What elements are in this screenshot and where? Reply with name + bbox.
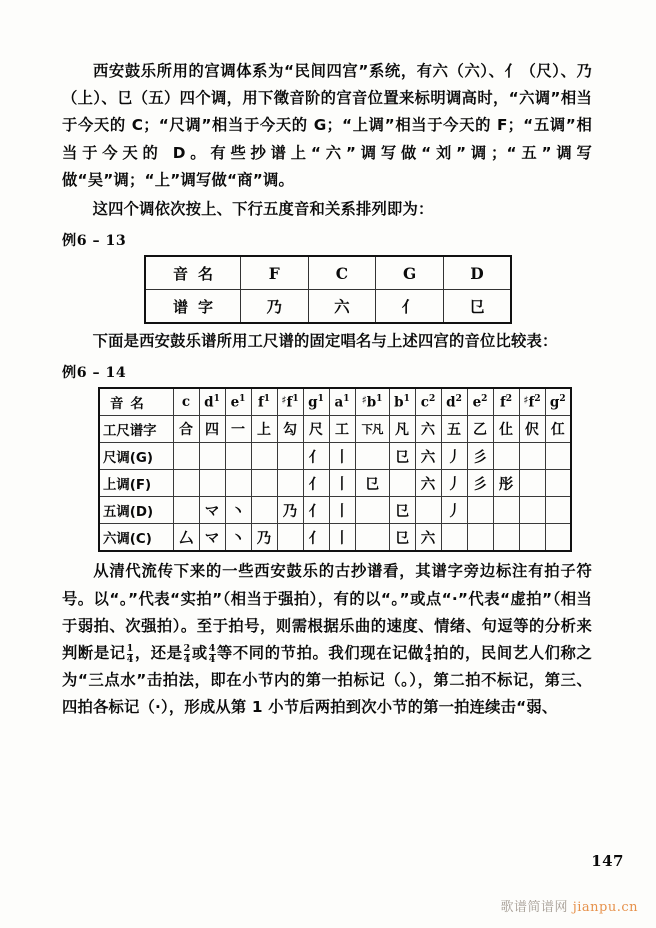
cell-mode-3-0: 厶 bbox=[173, 524, 199, 552]
table-row bbox=[99, 497, 571, 524]
cell-gongche-11: 乙 bbox=[467, 416, 493, 443]
paragraph-2-text: 这四个调依次按上、下行五度音和关系排列即为： bbox=[92, 200, 434, 219]
cell-note-name-3: D bbox=[443, 256, 511, 290]
page-content bbox=[62, 58, 592, 724]
cell-mode-0-13 bbox=[519, 443, 545, 470]
cell-mode-0-9: 六 bbox=[415, 443, 441, 470]
paragraph-1-text: 西安鼓乐所用的宫调体系为“民间四宫”系统，有六（六）、亻（尺）、乃（上）、㔾（五）四个调，用下徵音阶的宫音位置来标明调高时，“六调”相当于今天的 C；“尺调”相当于今天的 G；“上调”相当于今天的 F；“五调”相当于今天的 D。有些抄谱上“六”调写做“刘”调；“五”调写做“吴”调；“上”调写做“商”调。 bbox=[62, 62, 592, 189]
cell-mode-0-7 bbox=[355, 443, 389, 470]
cell-mode-2-7 bbox=[355, 497, 389, 524]
frac-denominator: 4 bbox=[424, 653, 432, 665]
cell-mode-1-11: 彡 bbox=[467, 470, 493, 497]
table-row bbox=[145, 256, 511, 290]
cell-mode-3-12 bbox=[493, 524, 519, 552]
cell-mode-0-14 bbox=[545, 443, 571, 470]
cell-mode-3-13 bbox=[519, 524, 545, 552]
cell-mode-1-4 bbox=[277, 470, 303, 497]
paragraph-1 bbox=[62, 58, 592, 194]
cell-mode-0-11: 彡 bbox=[467, 443, 493, 470]
table-6-14 bbox=[98, 387, 572, 552]
cell-mode-1-7: 㔾 bbox=[355, 470, 389, 497]
row-header-mode-2: 五调(D) bbox=[99, 497, 173, 524]
cell-mode-2-2: 丶 bbox=[225, 497, 251, 524]
cell-mode-1-3 bbox=[251, 470, 277, 497]
cell-score-char-1: 六 bbox=[308, 290, 376, 324]
cell-note-name-11: $e^2$ bbox=[467, 388, 493, 416]
cell-mode-3-14 bbox=[545, 524, 571, 552]
cell-note-name-4: $^♯f^1$ bbox=[277, 388, 303, 416]
table-row bbox=[99, 388, 571, 416]
row-header-mode-0: 尺调(G) bbox=[99, 443, 173, 470]
table-row bbox=[145, 290, 511, 324]
cell-mode-2-8: 㔾 bbox=[389, 497, 415, 524]
example-label-prefix: 例 bbox=[62, 365, 77, 382]
cell-mode-0-10: 丿 bbox=[441, 443, 467, 470]
paragraph-4-text-c: 或 bbox=[191, 644, 208, 663]
table-6-13-wrapper bbox=[144, 255, 592, 324]
cell-gongche-9: 六 bbox=[415, 416, 441, 443]
cell-mode-1-10: 丿 bbox=[441, 470, 467, 497]
cell-note-name-10: $d^2$ bbox=[441, 388, 467, 416]
table-row bbox=[99, 443, 571, 470]
cell-mode-3-8: 㔾 bbox=[389, 524, 415, 552]
frac-numerator: 2 bbox=[183, 643, 191, 654]
paragraph-4-text-a: 从清代流传下来的一些西安鼓乐的古抄谱看，其谱字旁边标注有拍子符号。以“。”代表“实拍”（相当于强拍），有的以“。”或点“·”代表“虚拍”（相当于弱拍、次强拍）。至于拍号，则需根据乐曲的速度、情绪、句逗等的分析来判断是记 bbox=[62, 562, 592, 663]
row-header-mode-3: 六调(C) bbox=[99, 524, 173, 552]
row-header-score-char: 谱字 bbox=[145, 290, 241, 324]
table-6-14-body bbox=[99, 388, 571, 551]
time-signature-4 bbox=[425, 644, 432, 664]
watermark bbox=[501, 896, 638, 915]
cell-mode-0-8: 㔾 bbox=[389, 443, 415, 470]
cell-note-name-1: C bbox=[308, 256, 376, 290]
table-6-14-wrapper bbox=[98, 387, 592, 552]
cell-mode-3-7 bbox=[355, 524, 389, 552]
time-signature-2 bbox=[184, 644, 191, 664]
cell-mode-2-11 bbox=[467, 497, 493, 524]
cell-mode-2-5: 亻 bbox=[303, 497, 329, 524]
cell-gongche-1: 四 bbox=[199, 416, 225, 443]
cell-mode-2-13 bbox=[519, 497, 545, 524]
cell-gongche-0: 合 bbox=[173, 416, 199, 443]
cell-note-name-12: $f^2$ bbox=[493, 388, 519, 416]
table-row bbox=[99, 524, 571, 552]
cell-mode-2-4: 乃 bbox=[277, 497, 303, 524]
cell-gongche-8: 凡 bbox=[389, 416, 415, 443]
cell-note-name-2: $e^1$ bbox=[225, 388, 251, 416]
frac-denominator: 4 bbox=[183, 653, 191, 665]
cell-mode-0-0 bbox=[173, 443, 199, 470]
row-header-mode-1: 上调(F) bbox=[99, 470, 173, 497]
frac-denominator: 4 bbox=[208, 653, 216, 665]
cell-mode-0-12 bbox=[493, 443, 519, 470]
page-number: 147 bbox=[591, 852, 624, 870]
row-header-gongche: 工尺谱字 bbox=[99, 416, 173, 443]
example-label-number: 6 – 13 bbox=[76, 233, 127, 250]
cell-gongche-4: 勾 bbox=[277, 416, 303, 443]
cell-mode-1-12: 彤 bbox=[493, 470, 519, 497]
watermark-url: jianpu.cn bbox=[572, 900, 638, 915]
cell-mode-0-1 bbox=[199, 443, 225, 470]
frac-numerator: 4 bbox=[208, 643, 216, 654]
frac-numerator: 1 bbox=[126, 643, 134, 654]
cell-mode-0-4 bbox=[277, 443, 303, 470]
cell-note-name-14: $g^2$ bbox=[545, 388, 571, 416]
cell-mode-3-3: 乃 bbox=[251, 524, 277, 552]
cell-gongche-12: 仩 bbox=[493, 416, 519, 443]
cell-mode-1-8 bbox=[389, 470, 415, 497]
row-header-note-name: 音名 bbox=[99, 388, 173, 416]
cell-note-name-6: $a^1$ bbox=[329, 388, 355, 416]
frac-numerator: 4 bbox=[424, 643, 432, 654]
cell-gongche-2: 一 bbox=[225, 416, 251, 443]
cell-gongche-5: 尺 bbox=[303, 416, 329, 443]
example-label-6-14 bbox=[62, 362, 592, 382]
cell-score-char-0: 乃 bbox=[241, 290, 309, 324]
cell-mode-0-3 bbox=[251, 443, 277, 470]
cell-mode-2-10: 丿 bbox=[441, 497, 467, 524]
cell-mode-3-2: 丶 bbox=[225, 524, 251, 552]
cell-note-name-9: $c^2$ bbox=[415, 388, 441, 416]
table-row bbox=[99, 416, 571, 443]
cell-mode-1-9: 六 bbox=[415, 470, 441, 497]
cell-mode-1-6: 丨 bbox=[329, 470, 355, 497]
time-signature-1 bbox=[127, 644, 134, 664]
cell-gongche-3: 上 bbox=[251, 416, 277, 443]
cell-mode-2-0 bbox=[173, 497, 199, 524]
cell-mode-0-2 bbox=[225, 443, 251, 470]
cell-mode-2-14 bbox=[545, 497, 571, 524]
watermark-site-name: 歌谱简谱网 bbox=[500, 900, 569, 915]
cell-mode-2-1: マ bbox=[199, 497, 225, 524]
cell-mode-1-5: 亻 bbox=[303, 470, 329, 497]
cell-note-name-2: G bbox=[376, 256, 444, 290]
cell-gongche-7: 下凡 bbox=[355, 416, 389, 443]
cell-gongche-13: 伬 bbox=[519, 416, 545, 443]
paragraph-3 bbox=[62, 328, 592, 355]
example-label-number: 6 – 14 bbox=[76, 365, 127, 382]
cell-score-char-2: 亻 bbox=[376, 290, 444, 324]
cell-score-char-3: 㔾 bbox=[443, 290, 511, 324]
cell-note-name-5: $g^1$ bbox=[303, 388, 329, 416]
cell-mode-1-2 bbox=[225, 470, 251, 497]
cell-note-name-1: $d^1$ bbox=[199, 388, 225, 416]
cell-note-name-0: c bbox=[173, 388, 199, 416]
cell-mode-2-3 bbox=[251, 497, 277, 524]
row-header-note-name: 音名 bbox=[145, 256, 241, 290]
cell-note-name-8: $b^1$ bbox=[389, 388, 415, 416]
cell-mode-3-5: 亻 bbox=[303, 524, 329, 552]
cell-mode-1-13 bbox=[519, 470, 545, 497]
cell-mode-1-14 bbox=[545, 470, 571, 497]
cell-gongche-6: 工 bbox=[329, 416, 355, 443]
example-label-prefix: 例 bbox=[62, 233, 77, 250]
cell-mode-0-5: 亻 bbox=[303, 443, 329, 470]
cell-mode-1-1 bbox=[199, 470, 225, 497]
cell-mode-1-0 bbox=[173, 470, 199, 497]
paragraph-3-text: 下面是西安鼓乐谱所用工尺谱的固定唱名与上述四宫的音位比较表： bbox=[92, 332, 558, 351]
cell-mode-3-1: マ bbox=[199, 524, 225, 552]
cell-gongche-10: 五 bbox=[441, 416, 467, 443]
cell-note-name-7: $^♯b^1$ bbox=[355, 388, 389, 416]
paragraph-4 bbox=[62, 558, 592, 721]
frac-denominator: 4 bbox=[126, 653, 134, 665]
table-6-13 bbox=[144, 255, 512, 324]
cell-mode-2-12 bbox=[493, 497, 519, 524]
time-signature-3 bbox=[209, 644, 216, 664]
table-row bbox=[99, 470, 571, 497]
cell-mode-0-6: 丨 bbox=[329, 443, 355, 470]
cell-mode-3-9: 六 bbox=[415, 524, 441, 552]
paragraph-4-text-d: 等不同的节拍。我们现在记做 bbox=[216, 644, 424, 663]
cell-note-name-3: $f^1$ bbox=[251, 388, 277, 416]
paragraph-2 bbox=[62, 196, 592, 223]
cell-mode-2-9 bbox=[415, 497, 441, 524]
cell-mode-3-4 bbox=[277, 524, 303, 552]
cell-mode-3-6: 丨 bbox=[329, 524, 355, 552]
cell-mode-3-11 bbox=[467, 524, 493, 552]
cell-note-name-13: $^♯f^2$ bbox=[519, 388, 545, 416]
cell-note-name-0: F bbox=[241, 256, 309, 290]
cell-gongche-14: 仜 bbox=[545, 416, 571, 443]
example-label-6-13 bbox=[62, 230, 592, 250]
cell-mode-3-10 bbox=[441, 524, 467, 552]
paragraph-4-text-b: ，还是 bbox=[134, 644, 183, 663]
cell-mode-2-6: 丨 bbox=[329, 497, 355, 524]
paragraph-4-text-e: 拍的，民间艺人们称之为“三点水”击拍法，即在小节内的第一拍标记（。），第二拍不标记，第三、四拍各标记（·），形成从第 1 小节后两拍到次小节的第一拍连续击“弱、 bbox=[62, 644, 592, 717]
